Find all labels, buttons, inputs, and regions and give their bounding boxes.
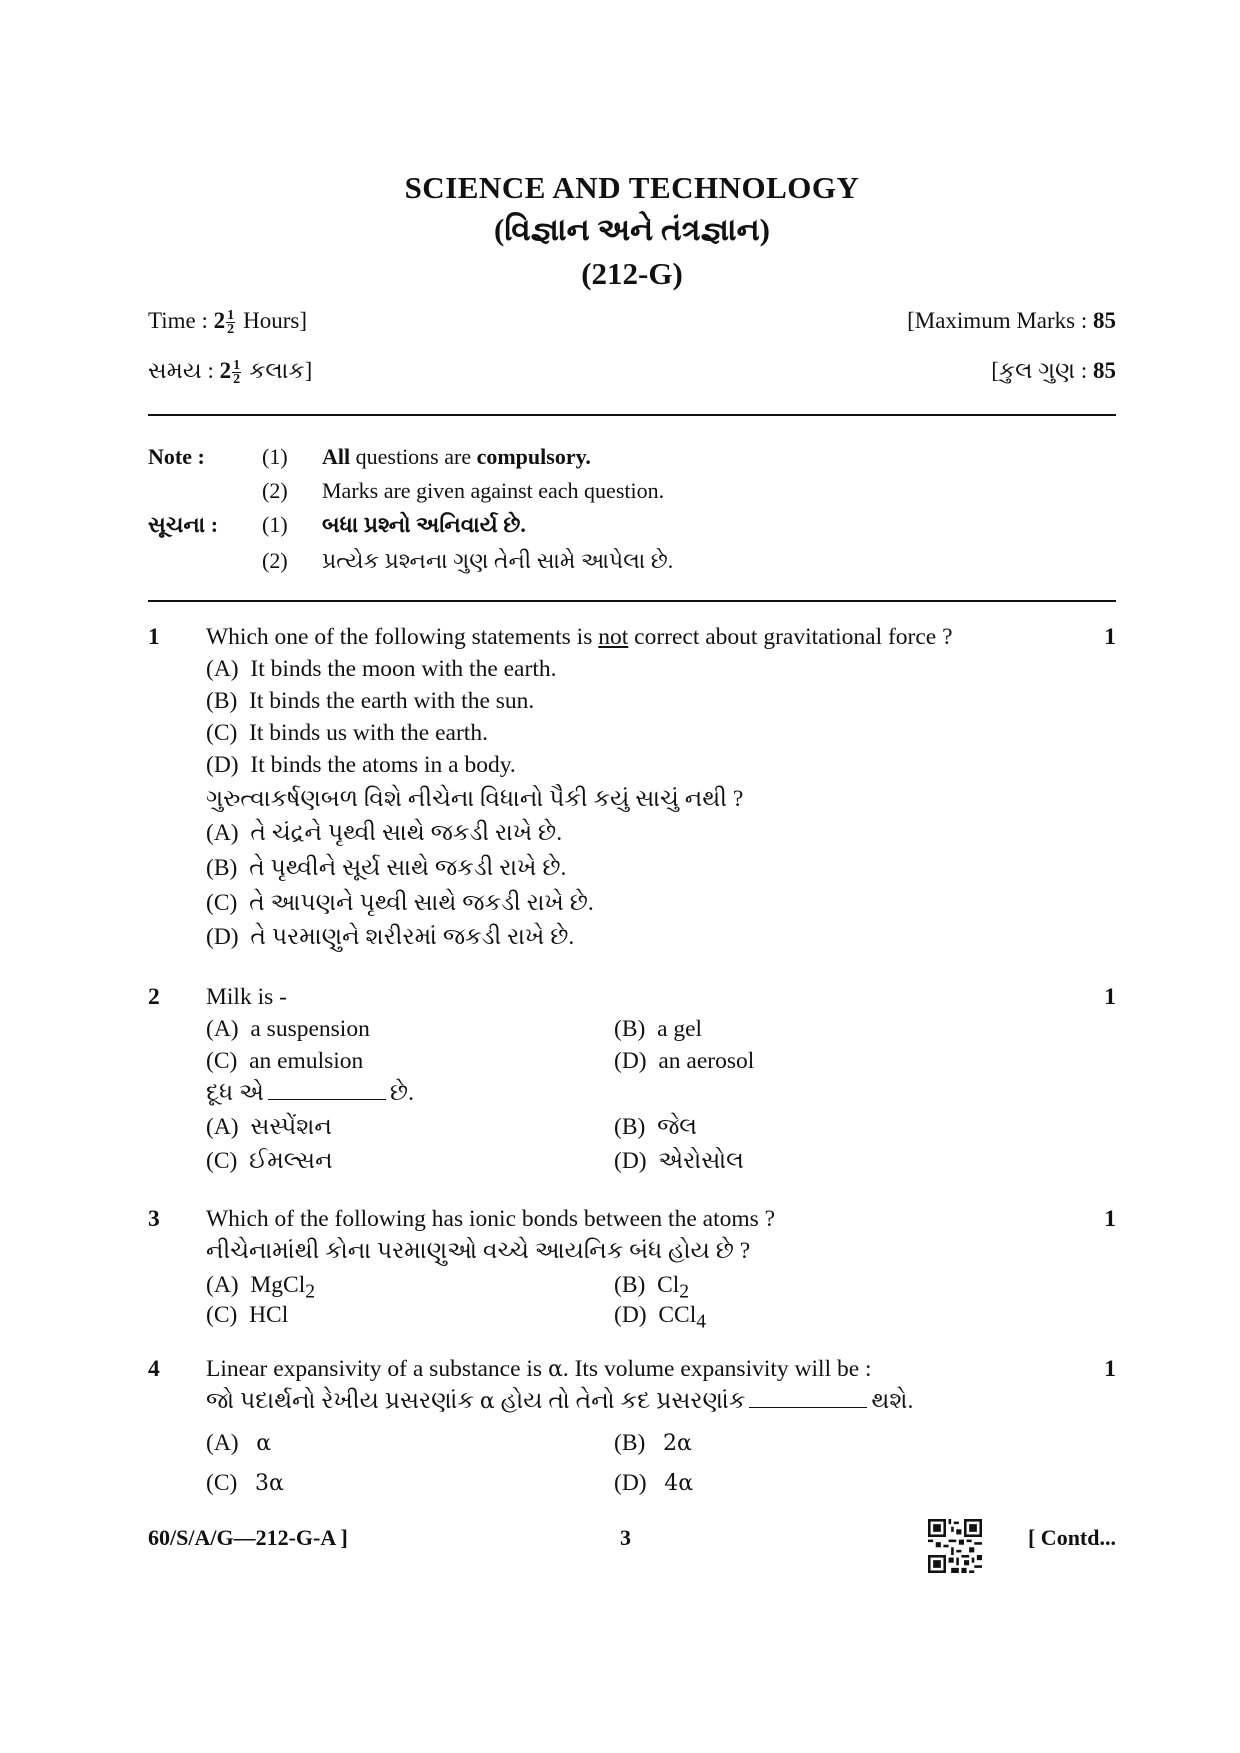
option-c-gujarati: (C) તે આપણને પૃથ્વી સાથે જકડી રાખે છે. (206, 890, 594, 916)
fraction-numerator: 1 (227, 308, 235, 324)
option-label: (D) (614, 1302, 647, 1328)
option-b: (B) It binds the earth with the sun. (206, 688, 535, 714)
stem-text: જો પદાર્થનો રેખીય પ્રસરણાંક (206, 1388, 474, 1414)
option-value: 2α (662, 1431, 692, 1456)
note-text: questions are (350, 444, 477, 469)
paper-code-footer: 60/S/A/G—212-G-A ] (148, 1525, 348, 1550)
time-fraction (226, 309, 235, 336)
question-marks: 1 (1104, 1356, 1116, 1382)
alpha-symbol: α (547, 1357, 563, 1382)
max-marks-value: 85 (1093, 308, 1116, 333)
time-unit-gujarati: કલાક] (249, 358, 313, 383)
question-stem (206, 1356, 872, 1383)
question-2 (148, 984, 1116, 1184)
option-d-gujarati: (D) તે પરમાણુને શરીરમાં જકડી રાખે છે. (206, 924, 575, 950)
answer-blank (749, 1389, 867, 1408)
alpha-symbol: α (479, 1389, 495, 1414)
option-label: (C) (206, 1302, 238, 1328)
max-marks-english (907, 308, 1116, 334)
stem-text: દૂધ એ (206, 1080, 264, 1106)
option-d (614, 1302, 706, 1334)
time-fraction-gujarati (232, 359, 241, 386)
question-number: 4 (148, 1356, 160, 1382)
divider (148, 600, 1116, 602)
max-marks-gujarati (991, 358, 1116, 384)
option-value: 4α (664, 1471, 694, 1496)
option-value: α (256, 1431, 272, 1456)
note-bold-word: compulsory. (476, 444, 591, 469)
option-a-gujarati: (A) સસ્પેંશન (206, 1114, 332, 1140)
stem-text: . Its volume expansivity will be : (562, 1356, 872, 1382)
paper-title-gujarati: (વિજ્ઞાન અને તંત્રજ્ઞાન) (494, 212, 770, 247)
option-value: 3α (254, 1471, 284, 1496)
option-b (614, 1272, 689, 1304)
time-english (148, 308, 307, 336)
stem-text: Which one of the following statements is (206, 624, 599, 650)
time-label-gujarati: સમય : (148, 358, 214, 383)
question-stem-gujarati: નીચેનામાંથી કોના પરમાણુઓ વચ્ચે આયનિક બંધ હોય છે ? (206, 1238, 751, 1264)
note-item-text: Marks are given against each question. (322, 478, 665, 503)
option-b-gujarati: (B) તે પૃથ્વીને સૂર્ય સાથે જકડી રાખે છે. (206, 855, 567, 881)
note-item-number: (2) (262, 478, 288, 503)
stem-text: થશે. (871, 1388, 914, 1414)
option-a: (A) It binds the moon with the earth. (206, 656, 557, 682)
option-a: (A) a suspension (206, 1016, 370, 1042)
note-item-text: પ્રત્યેક પ્રશ્નના ગુણ તેની સામે આપેલા છે. (322, 548, 674, 573)
formula: HCl (249, 1302, 289, 1328)
time-whole-gujarati: 2 (219, 358, 232, 383)
question-number: 2 (148, 984, 160, 1010)
note-label: Note : (148, 444, 205, 469)
fraction-denominator: 2 (233, 372, 241, 388)
option-label: (C) (206, 1470, 238, 1496)
time-label: Time : (148, 308, 208, 333)
option-label: (A) (206, 1430, 239, 1456)
option-b (614, 1430, 692, 1457)
option-a-gujarati: (A) તે ચંદ્રને પૃથ્વી સાથે જકડી રાખે છે. (206, 820, 563, 846)
option-a (206, 1272, 315, 1304)
continued-label: [ Contd... (1027, 1525, 1116, 1550)
option-a (206, 1430, 271, 1457)
answer-blank (268, 1081, 386, 1100)
option-label: (D) (614, 1470, 647, 1496)
formula: CCl (658, 1302, 697, 1328)
question-3 (148, 1206, 1116, 1336)
note-item-text (322, 444, 591, 470)
stem-text: Linear expansivity of a substance is (206, 1356, 543, 1382)
formula: MgCl (250, 1272, 306, 1298)
option-d: (D) an aerosol (614, 1048, 755, 1074)
fraction-denominator: 2 (227, 322, 235, 338)
note-item-number: (1) (262, 444, 288, 469)
option-label: (B) (614, 1272, 646, 1298)
question-stem (206, 624, 953, 651)
option-label: (B) (614, 1430, 646, 1456)
question-marks: 1 (1104, 624, 1116, 650)
question-4 (148, 1356, 1116, 1506)
note-bold-word: All (322, 444, 351, 469)
question-stem-gujarati (206, 1080, 414, 1107)
question-stem-gujarati (206, 1388, 913, 1415)
option-d: (D) It binds the atoms in a body. (206, 752, 516, 778)
max-marks-value-gujarati: 85 (1093, 358, 1116, 383)
max-marks-label: [Maximum Marks : (907, 308, 1088, 333)
qr-code-icon (928, 1519, 982, 1573)
fraction-numerator: 1 (233, 358, 241, 374)
question-marks: 1 (1104, 984, 1116, 1010)
option-c: (C) It binds us with the earth. (206, 720, 488, 746)
question-stem-gujarati: ગુરુત્વાકર્ષણબળ વિશે નીચેના વિધાનો પૈકી કયું સાચું નથી ? (206, 786, 744, 812)
time-whole: 2 (213, 308, 226, 333)
question-number: 1 (148, 624, 160, 650)
option-b: (B) a gel (614, 1016, 703, 1042)
option-label: (A) (206, 1272, 239, 1298)
stem-underlined: not (598, 624, 629, 650)
formula-subscript: 2 (305, 1281, 316, 1303)
option-b-gujarati: (B) જેલ (614, 1114, 698, 1140)
option-c (206, 1302, 288, 1329)
stem-text: હોય તો તેનો કદ પ્રસરણાંક (500, 1388, 746, 1414)
question-number: 3 (148, 1206, 160, 1232)
question-stem: Which of the following has ionic bonds between the atoms ? (206, 1206, 776, 1232)
formula-subscript: 2 (679, 1281, 690, 1303)
option-d-gujarati: (D) એરોસોલ (614, 1148, 744, 1174)
note-item-number: (1) (262, 512, 288, 537)
note-label-gujarati: સૂચના : (148, 512, 219, 537)
question-stem: Milk is - (206, 984, 287, 1010)
question-1 (148, 624, 1116, 954)
option-d (614, 1470, 693, 1497)
option-c-gujarati: (C) ઈમલ્સન (206, 1148, 333, 1174)
stem-text: correct about gravitational force ? (628, 624, 953, 650)
time-gujarati (148, 358, 312, 386)
stem-text: છે. (389, 1080, 414, 1106)
question-marks: 1 (1104, 1206, 1116, 1232)
page-number: 3 (620, 1525, 631, 1550)
time-unit: Hours] (243, 308, 308, 333)
paper-title: SCIENCE AND TECHNOLOGY (404, 170, 860, 205)
formula-subscript: 4 (696, 1311, 707, 1333)
note-item-number: (2) (262, 548, 288, 573)
divider (148, 414, 1116, 416)
option-c (206, 1470, 284, 1497)
formula: Cl (657, 1272, 680, 1298)
paper-code: (212-G) (581, 256, 683, 291)
option-c: (C) an emulsion (206, 1048, 364, 1074)
note-item-text: બધા પ્રશ્નો અનિવાર્ય છે. (322, 512, 526, 537)
max-marks-label-gujarati: [કુલ ગુણ : (991, 358, 1088, 383)
